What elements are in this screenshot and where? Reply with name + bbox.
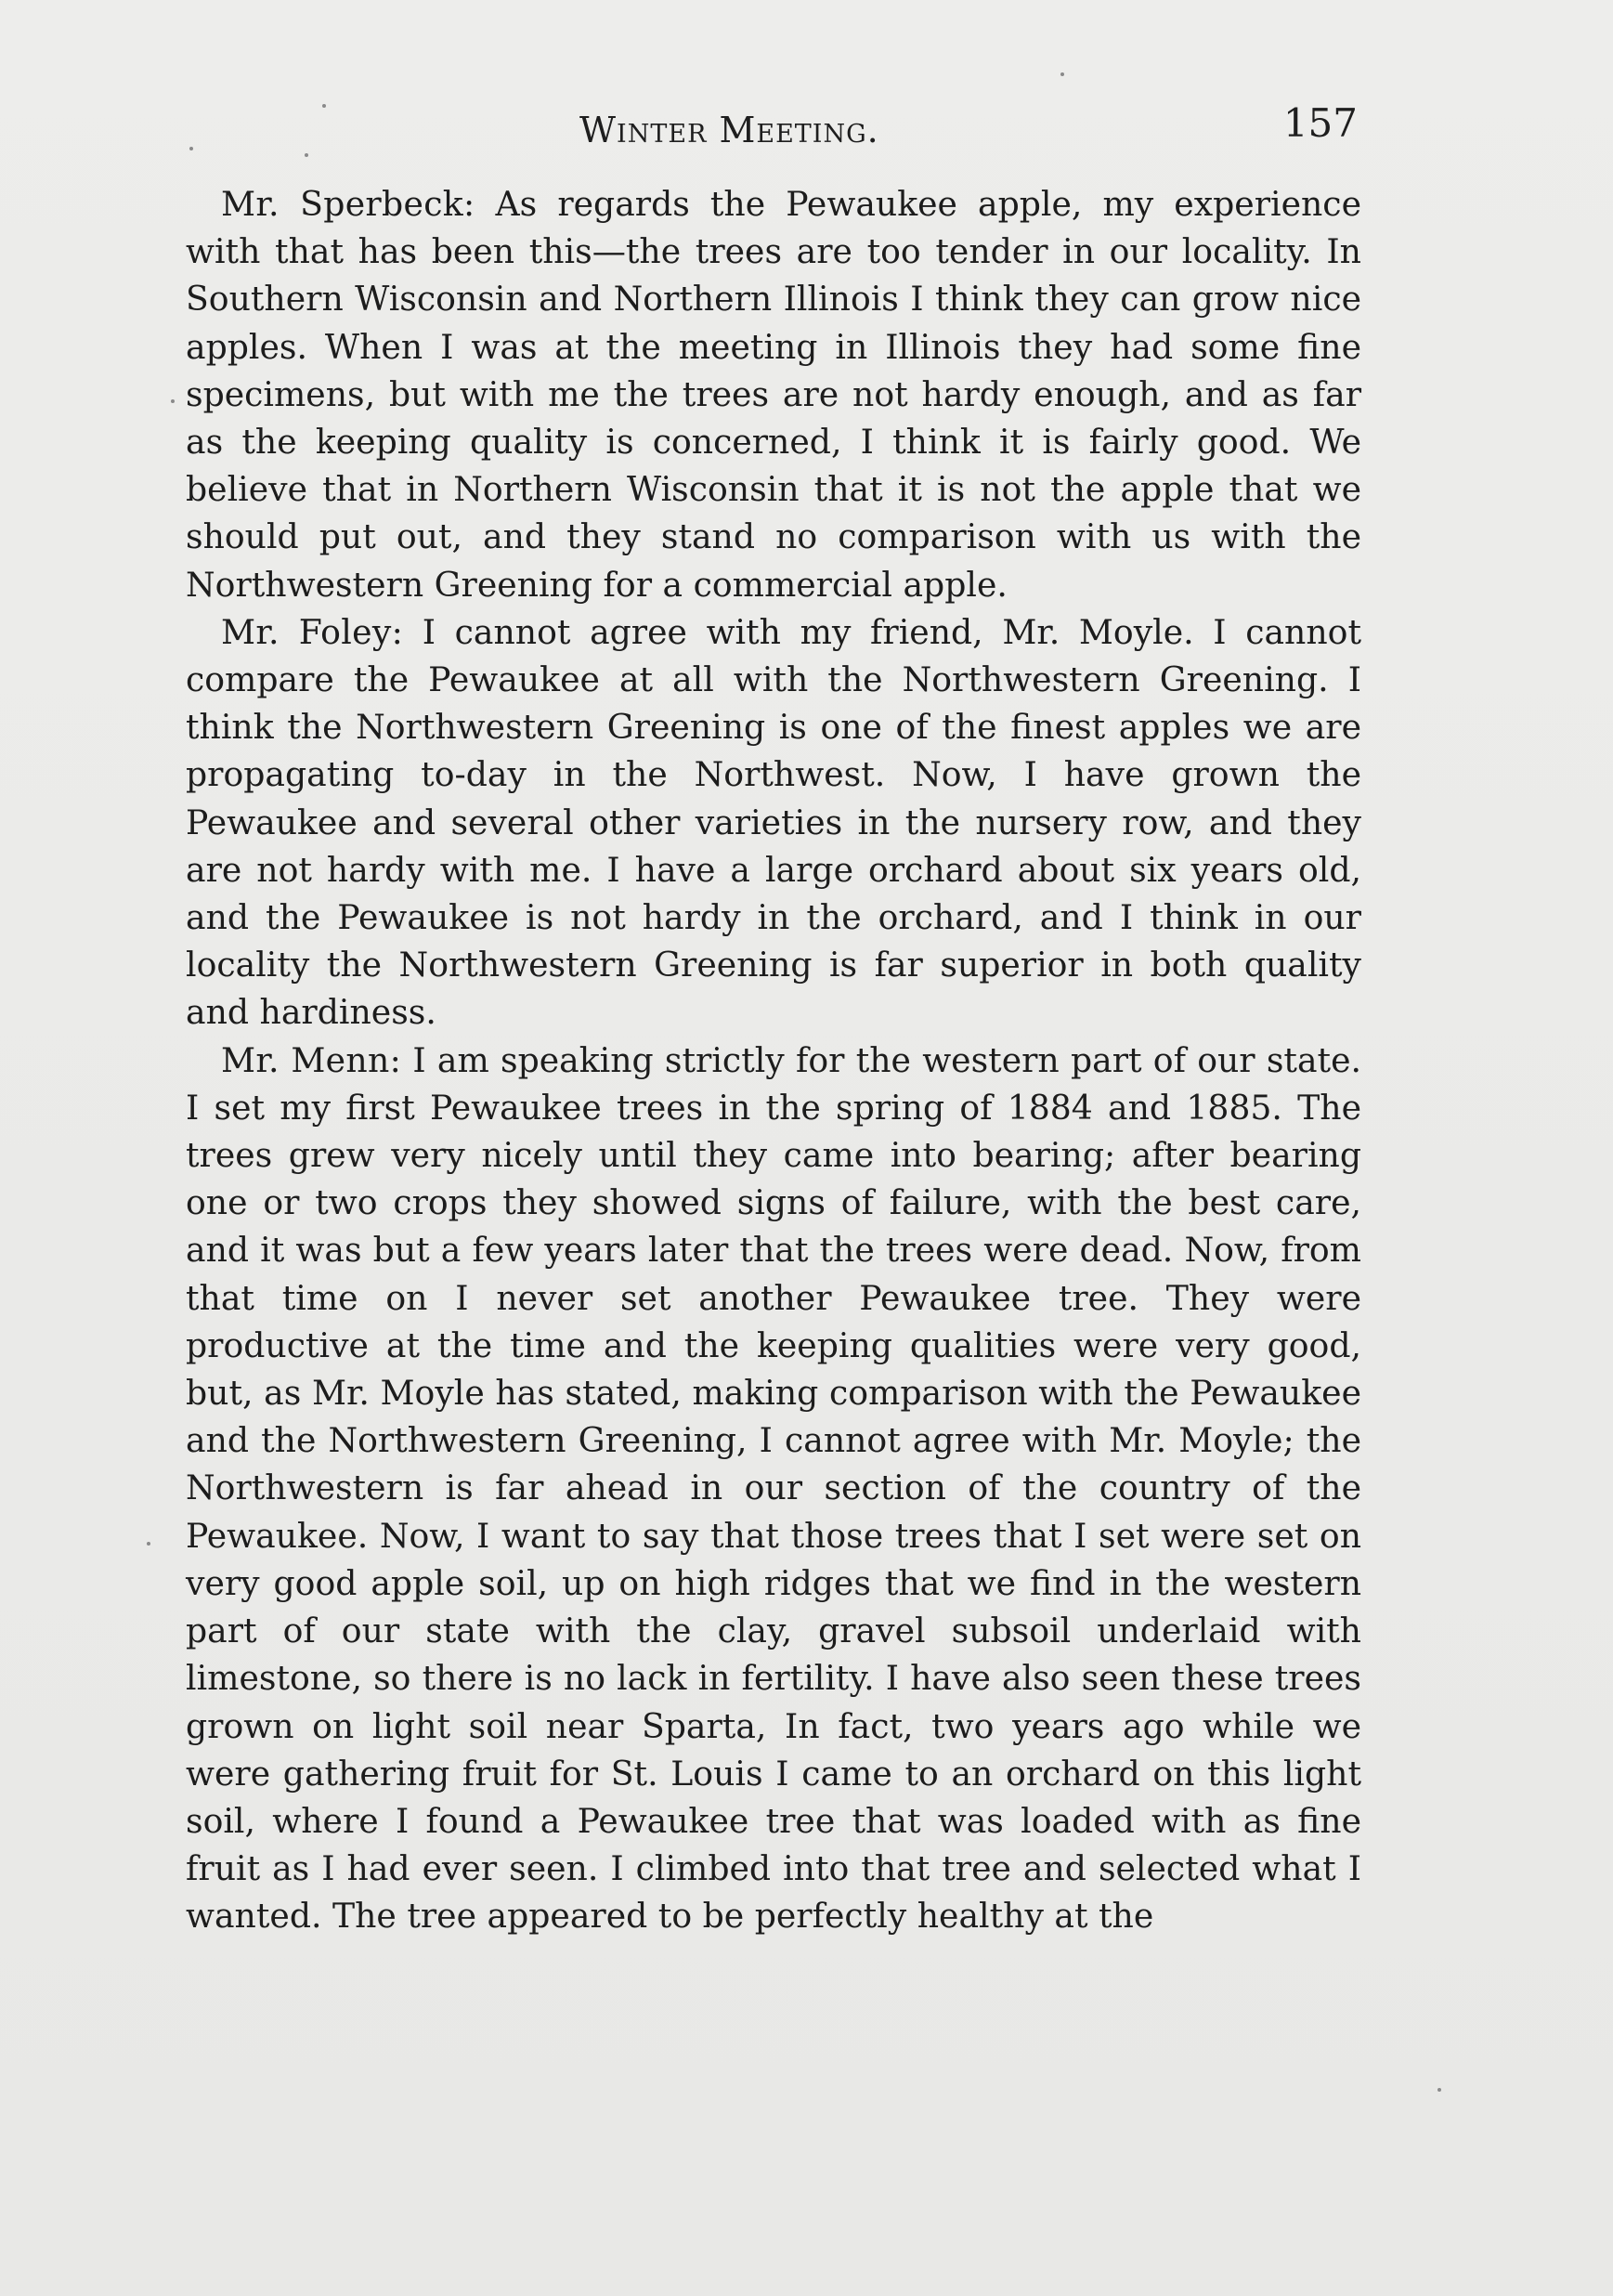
paragraph-text: As regards the Pewaukee apple, my experience with that has been this—the trees are too tender in our locality. In Southern Wisconsin and Northern Illinois I think they can grow nice apples. When I was at the meeting in Illinois they had some fine specimens, but with me the trees are not hardy enough, and as far as the keeping quality is concerned, I think it is fairly good. We believe that in Northern Wisconsin that it is not the apple that we should put out, and they stand no comparison with us with the Northwestern Greening for a commercial apple. xyxy=(186,184,1361,605)
page-number: 157 xyxy=(1282,100,1358,146)
print-speck xyxy=(171,399,175,403)
body-text xyxy=(186,180,1361,1940)
paragraph-sperbeck xyxy=(186,180,1361,608)
paragraph-menn xyxy=(186,1037,1361,1940)
paragraph-foley xyxy=(186,608,1361,1037)
print-speck xyxy=(1437,2088,1441,2092)
print-speck xyxy=(147,1542,150,1546)
speaker-name: Mr. Menn: xyxy=(221,1039,402,1080)
speaker-name: Mr. Foley: xyxy=(221,611,404,652)
paragraph-text: I am speaking strictly for the western part of our state. I set my first Pewaukee trees in the spring of 1884 and 1885. The trees grew very nicely until they came into bearing; after bearing one or two crops they showed signs of failure, with the best care, and it was but a few years later that the trees were dead. Now, from that time on I never set another Pewaukee tree. They were productive at the time and the keeping qualities were very good, but, as Mr. Moyle has stated, making comparison with the Pewaukee and the Northwestern Greening, I cannot agree with Mr. Moyle; the Northwestern is far ahead in our section of the country of the Pewaukee. Now, I want to say that those trees that I set were set on very good apple soil, up on high ridges that we find in the western part of our state with the clay, gravel subsoil underlaid with limestone, so there is no lack in fertility. I have also seen these trees grown on light soil near Sparta, In fact, two years ago while we were gathering fruit for St. Louis I came to an orchard on this light soil, where I found a Pewaukee tree that was loaded with as fine fruit as I had ever seen. I climbed into that tree and selected what I wanted. The tree appeared to be perfectly healthy at the xyxy=(186,1039,1361,1937)
running-title: Winter Meeting. xyxy=(579,110,879,150)
print-speck xyxy=(1060,72,1064,76)
speaker-name: Mr. Sperbeck: xyxy=(221,184,475,224)
paragraph-text: I cannot agree with my friend, Mr. Moyle. I cannot compare the Pewaukee at all with the Northwestern Greening. I think the Northwestern Greening is one of the finest apples we are propagating to-day in the Northwest. Now, I have grown the Pewaukee and several other varieties in the nursery row, and they are not hardy with me. I have a large orchard about six years old, and the Pewaukee is not hardy in the orchard, and I think in our locality the Northwestern Greening is far superior in both quality and hardiness. xyxy=(186,611,1361,1033)
running-head xyxy=(186,100,1365,156)
